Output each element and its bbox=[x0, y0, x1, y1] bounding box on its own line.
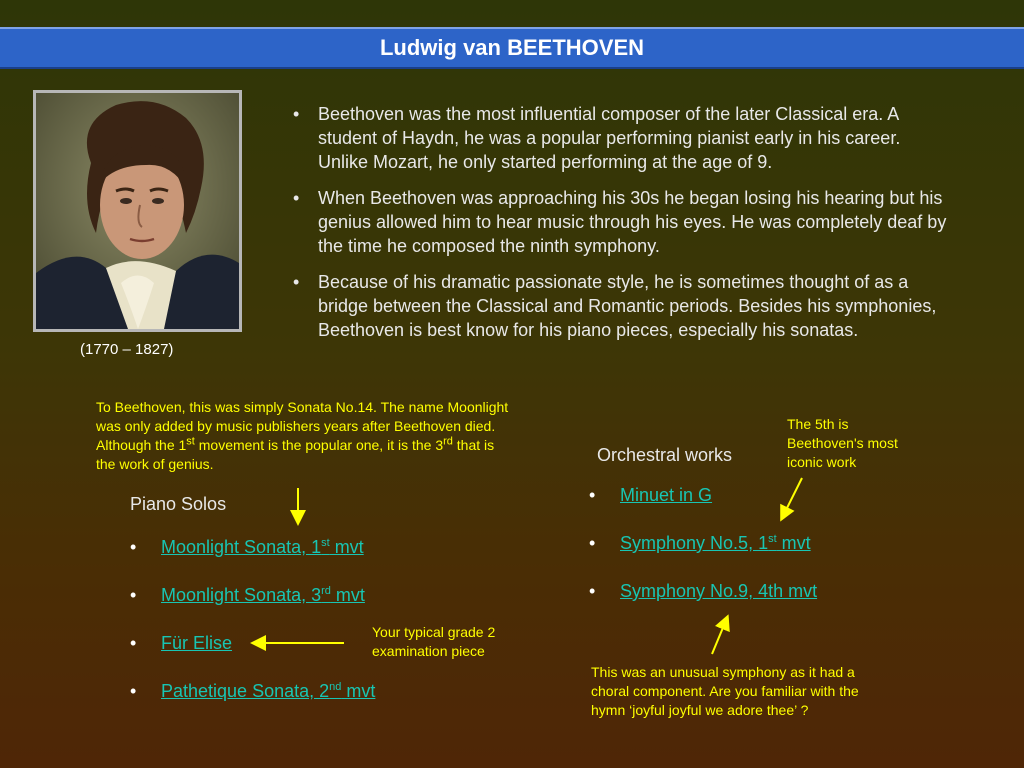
arrow-to-symphony-5 bbox=[782, 478, 802, 518]
moonlight-3rd-link[interactable]: Moonlight Sonata, 3rd mvt bbox=[161, 585, 365, 605]
fur-elise-link[interactable]: Für Elise bbox=[161, 633, 233, 653]
moonlight-note-text: that is the work of genius. bbox=[96, 437, 495, 472]
pathetique-2nd-link[interactable]: Pathetique Sonata, 2nd mvt bbox=[161, 681, 376, 701]
portrait-caption: (1770 – 1827) bbox=[80, 341, 174, 358]
ninth-symphony-note: This was an unusual symphony as it had a choral component. Are you familiar with the hymn ‘joyful joyful we adore thee’ ? bbox=[591, 664, 859, 718]
fifth-symphony-note: The 5th is Beethoven's most iconic work bbox=[787, 416, 898, 470]
moonlight-note-text: movement is the popular one, it is the 3 bbox=[194, 437, 444, 453]
orchestral-works-heading: Orchestral works bbox=[597, 445, 733, 465]
symphony-9-link[interactable]: Symphony No.9, 4th mvt bbox=[620, 581, 818, 601]
slide-title: Ludwig van BEETHOVEN bbox=[379, 35, 645, 60]
symphony-5-link[interactable]: Symphony No.5, 1st mvt bbox=[620, 533, 811, 553]
moonlight-note-text: To Beethoven, this was simply Sonata No.14. The name Moonlight was only added by music publishers years after Beethoven died. Although the 1 bbox=[96, 399, 509, 453]
moonlight-1st-link[interactable]: Moonlight Sonata, 1st mvt bbox=[161, 537, 364, 557]
arrow-to-symphony-9 bbox=[712, 618, 727, 654]
superscript: st bbox=[186, 435, 195, 448]
intro-bullet: • Because of his dramatic passionate style, he is sometimes thought of as a bridge between the Classical and Romantic periods. Besides his symphonies, Beethoven is best know for his piano pieces, especially his sonatas. bbox=[293, 270, 953, 342]
piano-solos-heading: Piano Solos bbox=[130, 494, 227, 514]
superscript: rd bbox=[443, 435, 453, 448]
intro-bullet: • Beethoven was the most influential composer of the later Classical era. A student of Haydn, he was a popular performing pianist early in his career. Unlike Mozart, he only started performing at the age of 9. bbox=[293, 102, 953, 174]
fur-elise-note: Your typical grade 2 examination piece bbox=[372, 624, 496, 659]
intro-bullet: • When Beethoven was approaching his 30s he began losing his hearing but his genius allowed him to hear music through his eyes. He was completely deaf by the time he composed the ninth symphony. bbox=[293, 186, 953, 258]
minuet-in-g-link[interactable]: Minuet in G bbox=[620, 485, 713, 505]
